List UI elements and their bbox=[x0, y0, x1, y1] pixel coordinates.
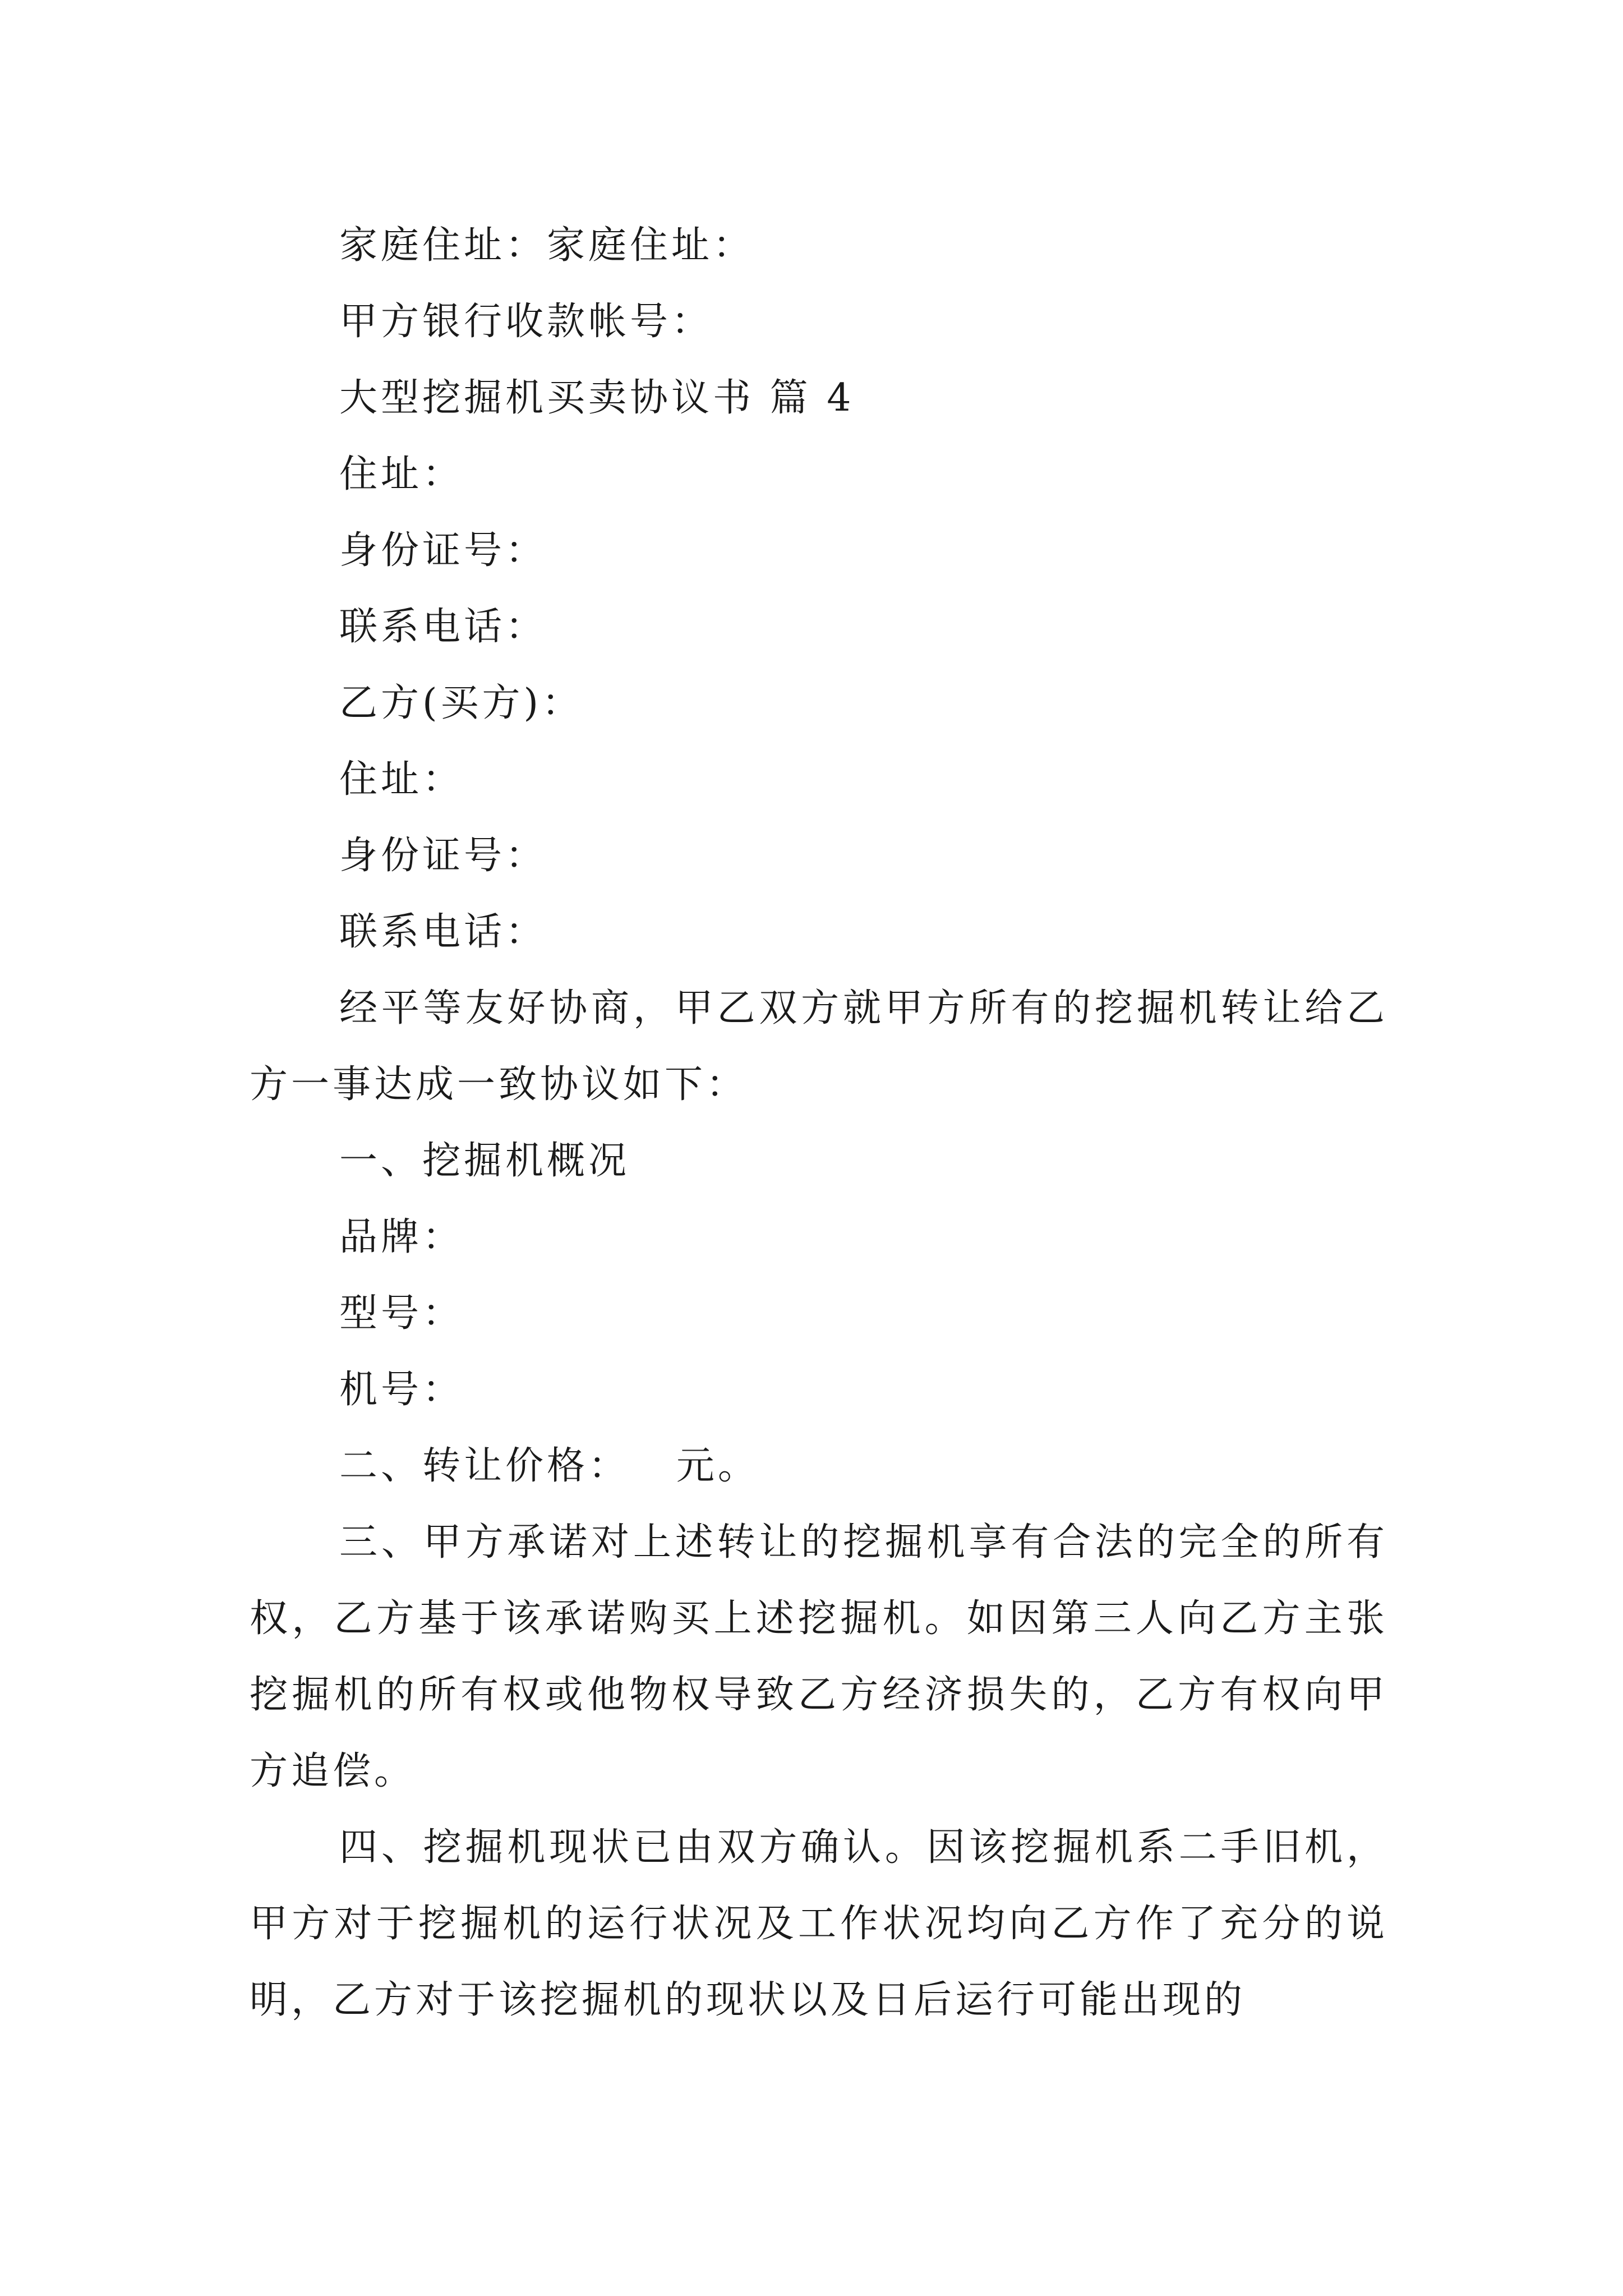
buyer-id-line: 身份证号： bbox=[339, 834, 547, 878]
buyer-phone-line: 联系电话： bbox=[339, 910, 547, 954]
seller-id-line: 身份证号： bbox=[339, 528, 547, 573]
home-address-line: 家庭住址：家庭住址： bbox=[339, 223, 755, 268]
agreement-paragraph: 经平等友好协商，甲乙双方就甲方所有的挖掘机转让给乙方一事达成一致协议如下： bbox=[250, 986, 1388, 1107]
agreement-title: 大型挖掘机买卖协议书 篇 4 bbox=[339, 376, 855, 420]
section-4-paragraph: 四、挖掘机现状已由双方确认。因该挖掘机系二手旧机，甲方对于挖掘机的运行状况及工作状况均向乙方作了充分的说明，乙方对于该挖掘机的现状以及日后运行可能出现的 bbox=[250, 1825, 1388, 2022]
machine-number-line: 机号： bbox=[339, 1368, 464, 1412]
section-3-paragraph: 三、甲方承诺对上述转让的挖掘机享有合法的完全的所有权，乙方基于该承诺购买上述挖掘机。如因第三人向乙方主张挖掘机的所有权或他物权导致乙方经济损失的，乙方有权向甲方追偿。 bbox=[250, 1520, 1388, 1793]
seller-phone-line: 联系电话： bbox=[339, 605, 547, 649]
model-line: 型号： bbox=[339, 1291, 464, 1336]
section-1-title: 一、挖掘机概况 bbox=[339, 1139, 630, 1183]
buyer-address-line: 住址： bbox=[339, 757, 464, 802]
bank-account-line: 甲方银行收款帐号： bbox=[339, 300, 713, 344]
document-body bbox=[250, 208, 1388, 2039]
brand-line: 品牌： bbox=[339, 1215, 464, 1259]
seller-address-line: 住址： bbox=[339, 452, 464, 496]
buyer-label-line: 乙方(买方)： bbox=[339, 681, 584, 725]
section-2-price: 二、转让价格： 元。 bbox=[339, 1444, 759, 1488]
